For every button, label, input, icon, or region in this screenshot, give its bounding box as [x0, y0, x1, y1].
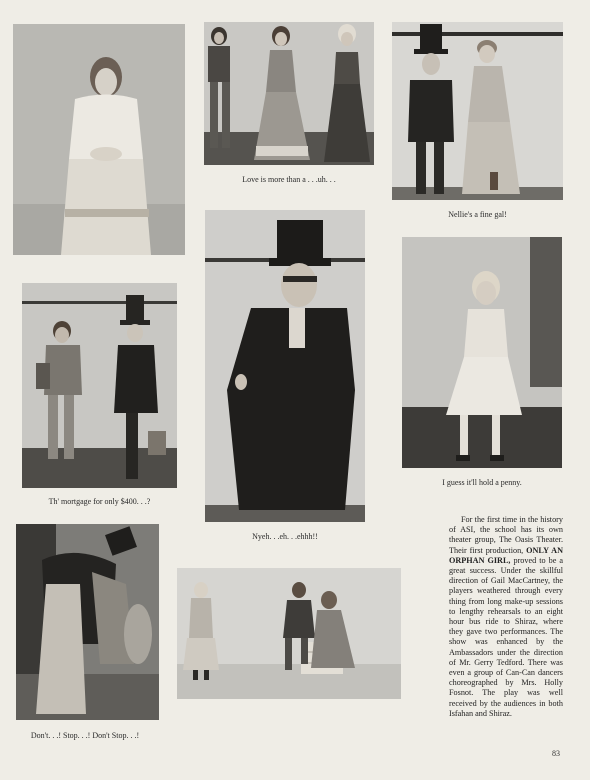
article-part-2: proved to be a great success. Under the skillful direction of Gail MacCartney, the players weathered through every thing from long make-up sessions to lengthy rehearsals to an eight hour bus ride to Shiraz, where they gave two performances. The show was enhanced by the Ambassadors under the direction of Mr. Gerry Tedford. There was even a group of Can-Can dancers choreographed by Mrs. Holly Fosnot. The play was well received by the audiences in both Isfahan and Shiraz.	[449, 555, 563, 718]
photo-mortgage-scene	[22, 283, 177, 488]
caption-dont-stop: Don't. . .! Stop. . .! Don't Stop. . .!	[30, 731, 140, 740]
caption-nyeh: Nyeh. . .eh. . .ehhh!!	[252, 532, 318, 541]
caption-love: Love is more than a . . .uh. . .	[242, 175, 336, 184]
photo-stage-crate-scene	[177, 568, 401, 699]
photo-three-performers	[204, 22, 374, 165]
caption-penny: I guess it'll hold a penny.	[442, 478, 522, 487]
photo-girl-white-dress	[13, 24, 185, 255]
caption-nellie: Nellie's a fine gal!	[448, 210, 507, 219]
photo-top-hat-and-girl	[392, 22, 563, 200]
photo-villain-top-hat	[205, 210, 365, 522]
photo-dont-stop-scene	[16, 524, 159, 720]
play-title: ONLY AN ORPHAN GIRL,	[449, 545, 563, 565]
photo-girl-with-penny	[402, 237, 562, 468]
caption-mortgage: Th' mortgage for only $400. . .?	[48, 497, 151, 506]
article-part-1: For the first time in the history of ASI, the school has its own theater group, The Oasis Theater. Their first production,	[449, 515, 563, 555]
article-text	[449, 515, 563, 719]
page-number: 83	[552, 749, 560, 758]
